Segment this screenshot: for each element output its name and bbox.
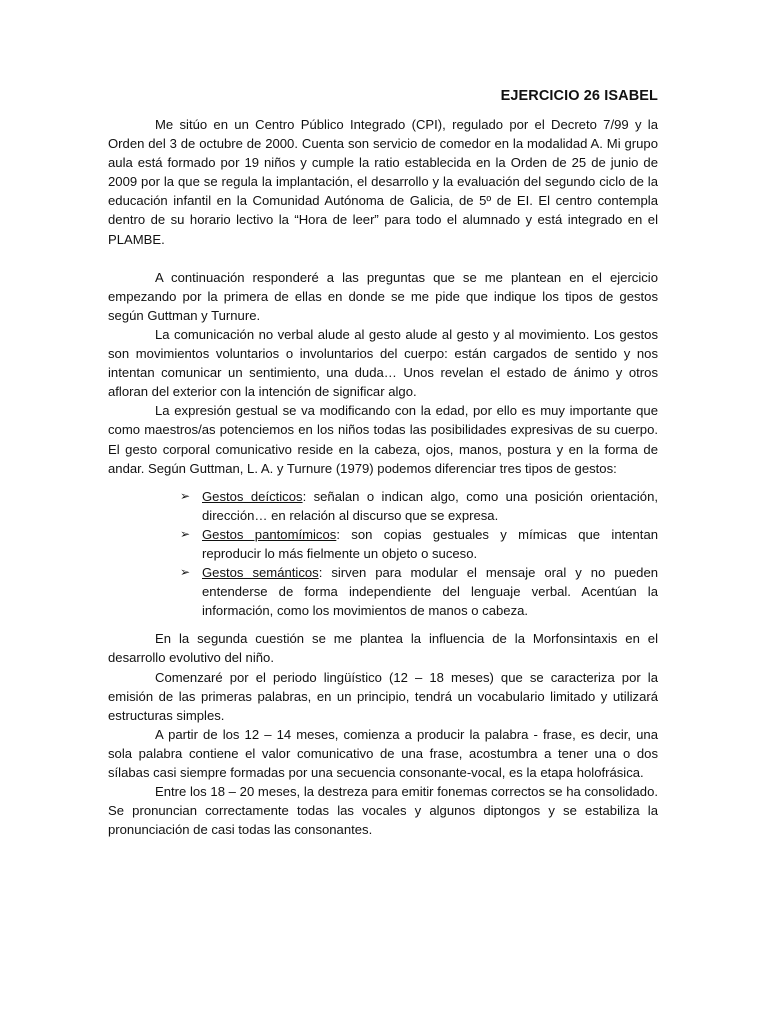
term-pantomimic: Gestos pantomímicos	[202, 526, 337, 542]
document-title: EJERCICIO 26 ISABEL	[500, 88, 658, 104]
paragraph-spacer	[108, 249, 658, 268]
list-item-pantomimic	[180, 525, 658, 563]
arrowhead-bullet-icon: ➢	[180, 565, 191, 580]
definition-pantomimic: : son copias gestuales y mímicas que intentan reproducir lo más fielmente un objeto o suceso.	[202, 526, 659, 561]
document-page	[108, 88, 658, 839]
list-item-semantic	[180, 563, 658, 620]
gesture-types-list	[108, 487, 658, 621]
arrowhead-bullet-icon: ➢	[180, 526, 191, 541]
paragraph-phoneme-consolidation: Entre los 18 – 20 meses, la destreza para emitir fonemas correctos se ha consolidado. Se pronuncian correctamente todas las vocales y algunos diptongos y se estabiliza la pronunciación de casi todas las consonantes.	[108, 784, 658, 838]
term-semantic: Gestos semánticos	[202, 565, 319, 581]
definition-deictic: : señalan o indican algo, como una posición orientación, dirección… en relación al discurso que se expresa.	[202, 488, 659, 523]
term-deictic: Gestos deícticos	[202, 488, 303, 504]
paragraph-linguistic-period: Comenzaré por el periodo lingüístico (12 – 18 meses) que se caracteriza por la emisión de las primeras palabras, en un principio, tendrá un vocabulario limitado y utilizará estructuras simples.	[108, 669, 658, 723]
paragraph-nonverbal-communication: La comunicación no verbal alude al gesto alude al gesto y al movimiento. Los gestos son movimientos voluntarios o involuntarios del cuerpo: están cargados de sentido y nos intentan comunicar un sentimiento, una duda… Unos revelan el estado de ánimo y otros afloran del exterior con la intención de significar algo.	[108, 326, 658, 400]
list-item-deictic	[180, 487, 658, 525]
paragraph-holophrastic-stage: A partir de los 12 – 14 meses, comienza a producir la palabra - frase, es decir, una sola palabra contiene el valor comunicativo de una frase, acostumbra a tener una o dos sílabas casi siempre formadas por una secuencia consonante-vocal, es la etapa holofrásica.	[108, 726, 658, 780]
paragraph-gestural-expression: La expresión gestual se va modificando con la edad, por ello es muy importante que como maestros/as potenciemos en los niños todas las posibilidades expresivas de su cuerpo. El gesto corporal comunicativo reside en la cabeza, ojos, manos, postura y en la forma de andar. Según Guttman, L. A. y Turnure (1979) podemos diferenciar tres tipos de gestos:	[108, 403, 658, 476]
paragraph-question-1: A continuación responderé a las preguntas que se me plantean en el ejercicio empezando por la primera de ellas en donde se me pide que indique los tipos de gestos según Guttman y Turnure.	[108, 269, 658, 323]
paragraph-question-2: En la segunda cuestión se me plantea la influencia de la Morfonsintaxis en el desarrollo evolutivo del niño.	[108, 631, 658, 666]
paragraph-intro: Me sitúo en un Centro Público Integrado (CPI), regulado por el Decreto 7/99 y la Orden del 3 de octubre de 2000. Cuenta son servicio de comedor en la modalidad A. Mi grupo aula está formado por 19 niños y cumple la ratio establecida en la Orden de 25 de junio de 2009 por la que se regula la implantación, el desarrollo y la evaluación del segundo ciclo de la educación infantil en la Comunidad Autónoma de Galicia, de 5º de EI. El centro contempla dentro de su horario lectivo la “Hora de leer” para todo el alumnado y está integrado en el PLAMBE.	[108, 117, 658, 247]
arrowhead-bullet-icon: ➢	[180, 488, 191, 503]
definition-semantic: : sirven para modular el mensaje oral y no pueden entenderse de forma independiente del lenguaje verbal. Acentúan la información, como los movimientos de manos o cabeza.	[202, 565, 659, 619]
